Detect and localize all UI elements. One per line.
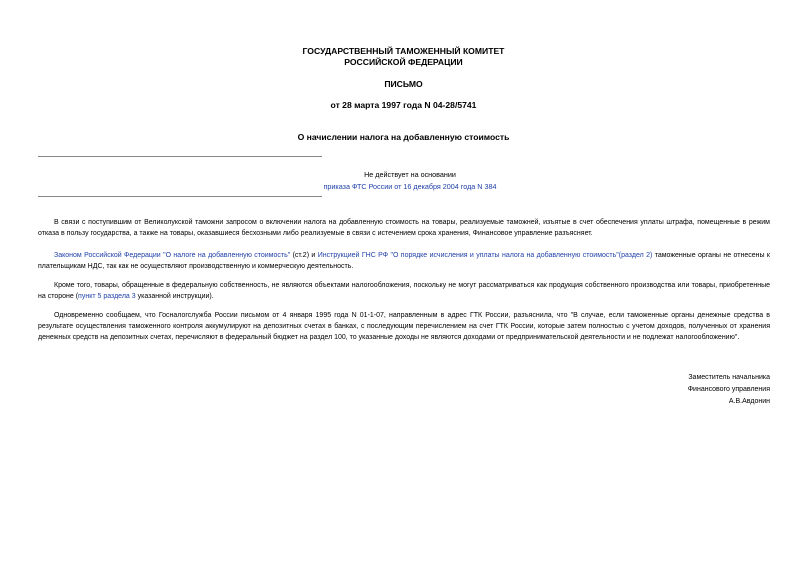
instruction-section-link[interactable]: пункт 5 раздела 3 xyxy=(78,293,136,300)
paragraph-3 xyxy=(38,280,770,302)
signature-department: Финансового управления xyxy=(687,386,770,393)
divider-bottom xyxy=(38,196,322,197)
divider-top xyxy=(38,156,322,157)
status-note-text: Не действует на основании xyxy=(364,170,456,179)
paragraph-2-text2: таможенные органы не отнесены к плательщикам НДС, так как не осуществляют производственную и коммерческую деятельность. xyxy=(38,252,770,270)
paragraph-3-text1: Кроме того, товары, обращенные в федеральную собственность, не являются объектами налогообложения, поскольку не могут рассматриваться как продукция собственного производства или товары, приобретенные на стороне ( xyxy=(38,282,770,300)
status-note-link[interactable]: приказа ФТС России от 16 декабря 2004 года N 384 xyxy=(323,182,497,191)
paragraph-1: В связи с поступившим от Великолукской таможни запросом о включении налога на добавленную стоимость на товары, реализуемые таможней, изъятые в счет обеспечения уплаты штрафа, помещенные в режим отказа в пользу государства, а также на товары, оказавшиеся бесхозными либо реализуемые в связи с истечением срока хранения, Финансовое управление разъясняет. xyxy=(38,219,770,237)
document-type: ПИСЬМО xyxy=(384,79,423,89)
org-name-line2: РОССИЙСКОЙ ФЕДЕРАЦИИ xyxy=(344,57,463,67)
signature-name: А.В.Авдонин xyxy=(728,398,770,405)
signature-title: Заместитель начальника xyxy=(688,374,770,381)
gns-instruction-link[interactable]: Инструкцией ГНС РФ "О порядке исчисления и уплаты налога на добавленную стоимость"(раздел 2) xyxy=(317,252,653,259)
org-name-line1: ГОСУДАРСТВЕННЫЙ ТАМОЖЕННЫЙ КОМИТЕТ xyxy=(302,46,505,56)
paragraph-2 xyxy=(38,250,770,272)
paragraph-4: Одновременно сообщаем, что Госналогслужба России письмом от 4 января 1995 года N 01-1-07, направленным в адрес ГТК России, разъяснила, что "В случае, если таможенные органы денежные средства в результате осуществления таможенного контроля аккумулируют на депозитных счетах в банках, с последующим перечислением на счет ГТК России, которые затем полностью с учетом доходов, полученных от хранения денежных средств на депозитных счетах, перечисляют в федеральный бюджет на раздел 100, то указанные доходы не являются доходами от предпринимательской деятельности и не подлежат налогообложению". xyxy=(38,312,770,341)
document-subject: О начислении налога на добавленную стоимость xyxy=(297,132,510,142)
law-vat-link[interactable]: Законом Российской Федерации "О налоге на добавленную стоимость" xyxy=(54,252,291,259)
paragraph-3-text2: указанной инструкции). xyxy=(135,293,214,300)
document-date: от 28 марта 1997 года N 04-28/5741 xyxy=(330,100,477,110)
paragraph-2-text1: (ст.2) и xyxy=(290,252,318,259)
signature-block xyxy=(688,372,770,408)
